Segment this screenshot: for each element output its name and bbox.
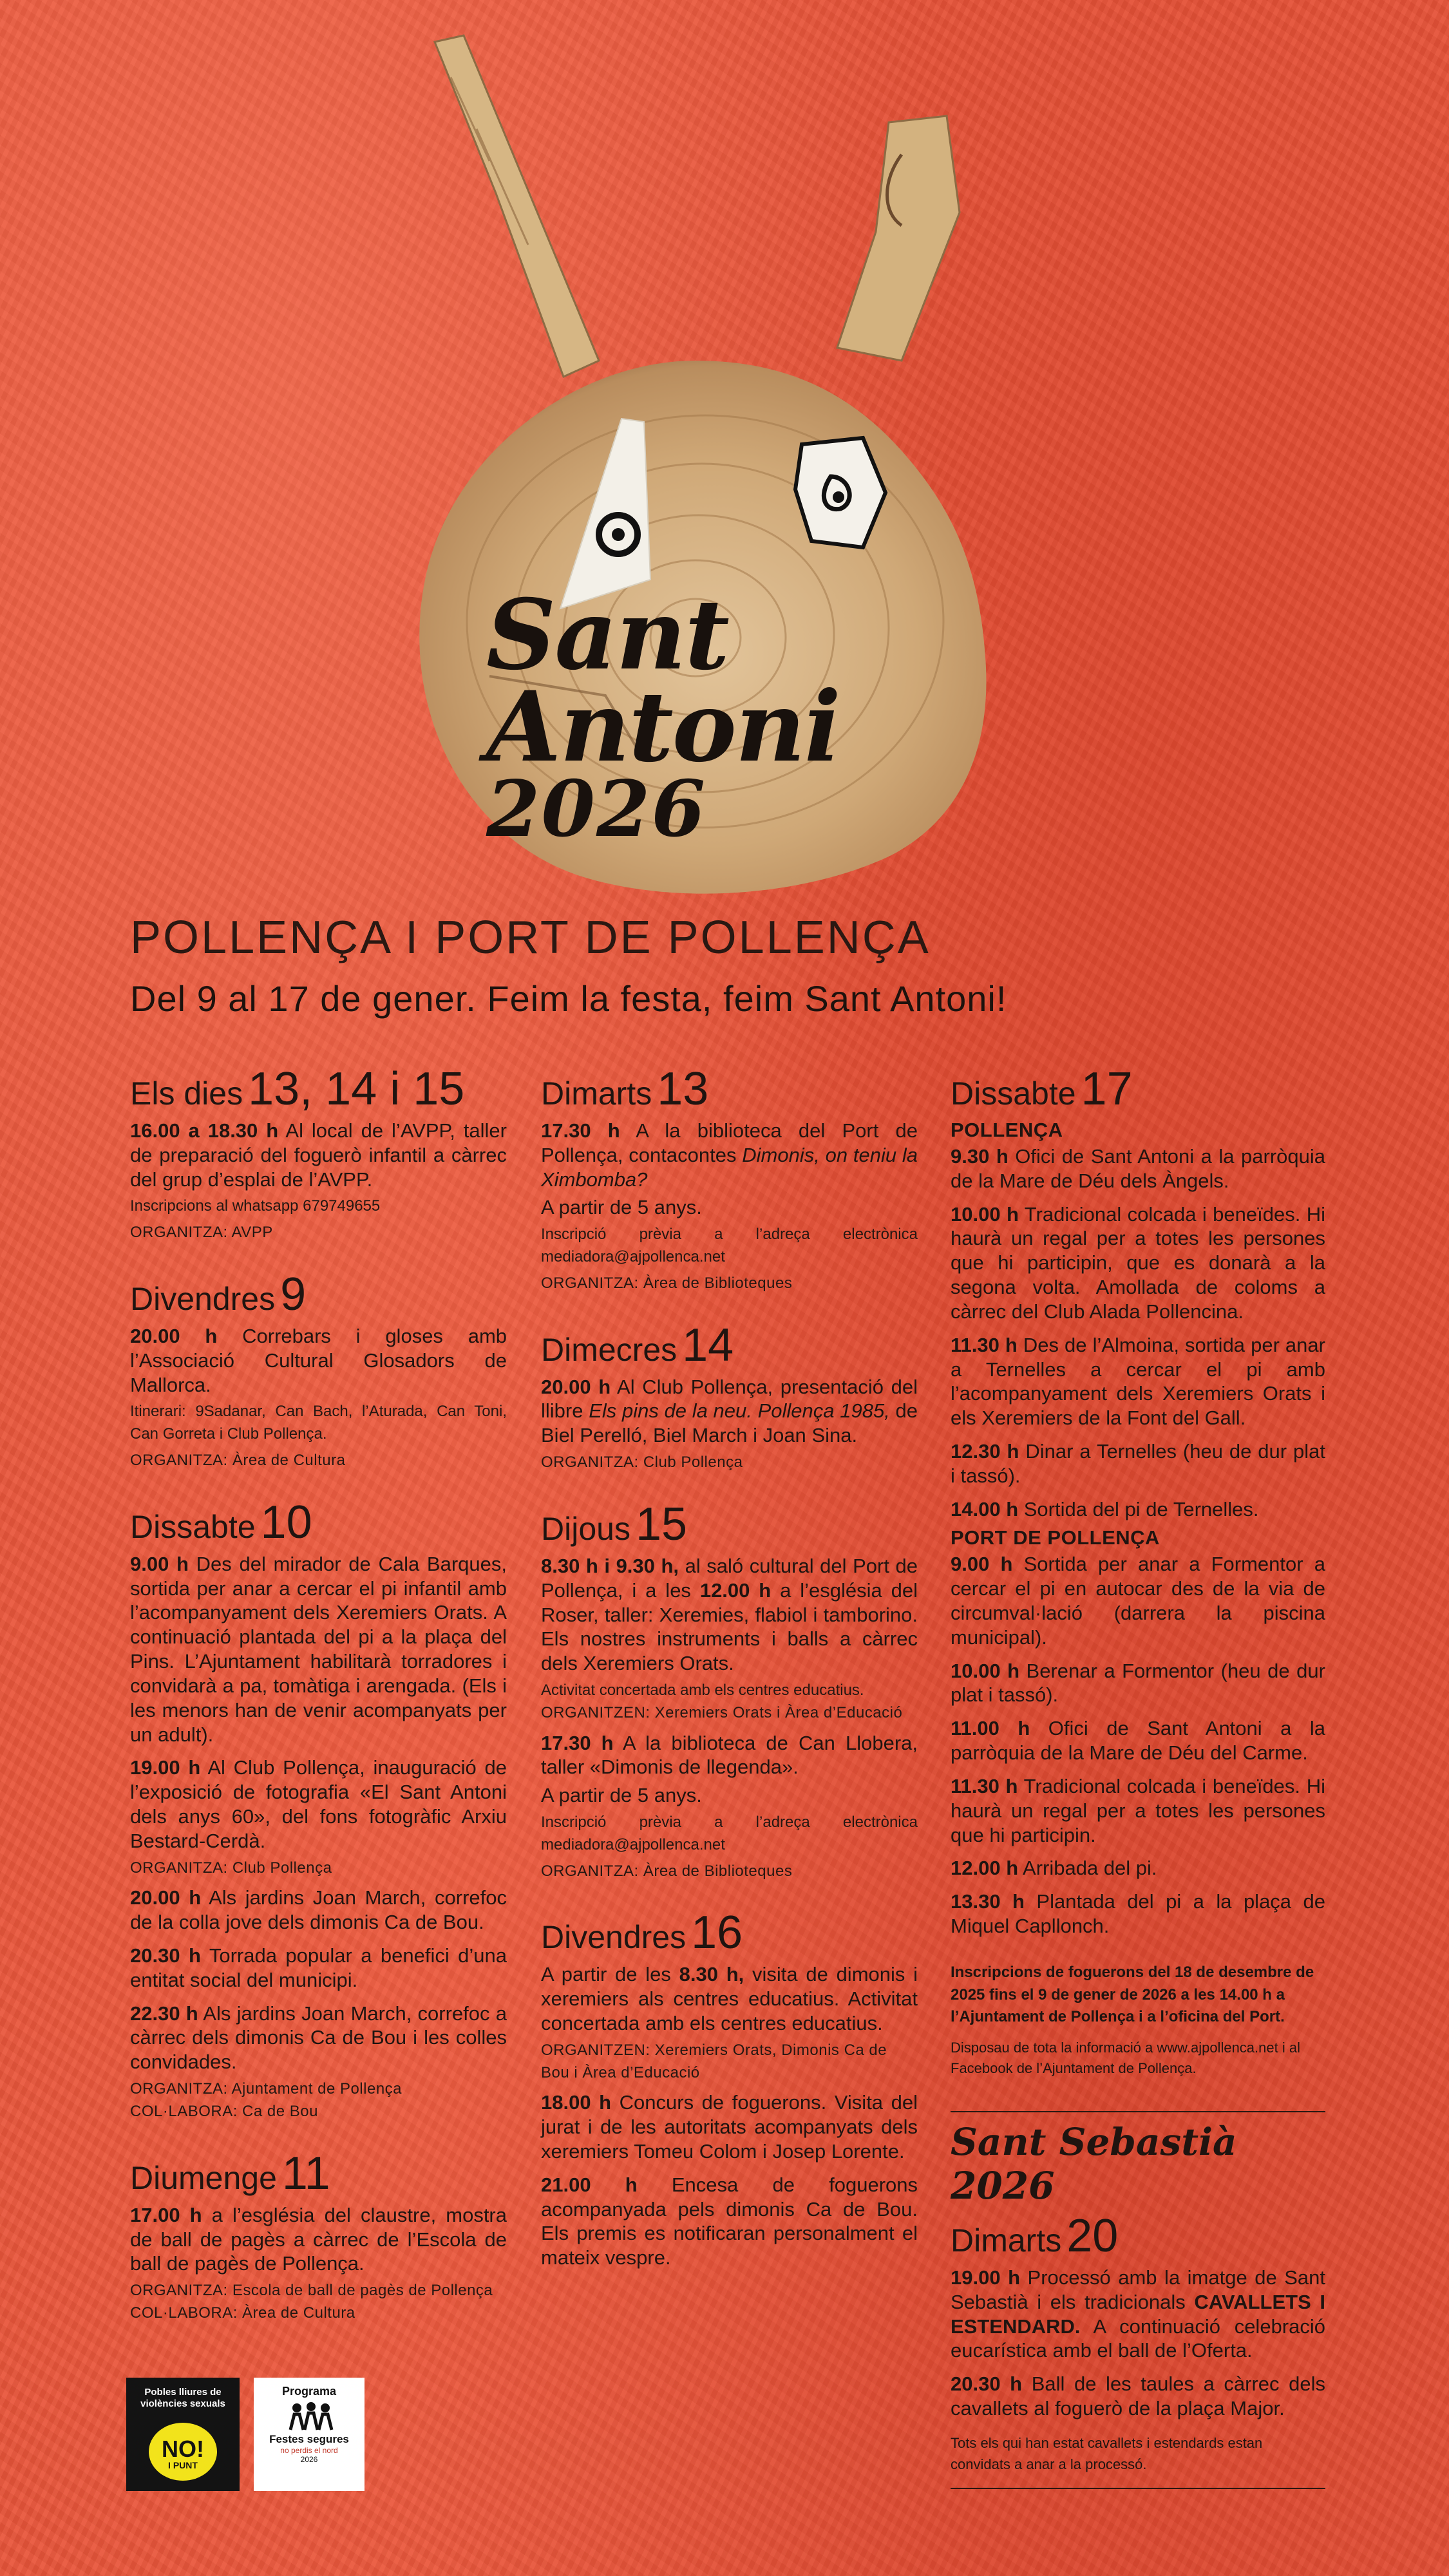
- event-time: 9.00 h: [130, 1552, 189, 1575]
- day-name: Dissabte: [130, 1508, 256, 1545]
- divider: [951, 2488, 1325, 2489]
- event-text: Tradicional colcada i beneïdes. Hi haurà un regal per a totes les persones que hi participin, que es donarà a la segona volta. Amollada de coloms a càrrec del Club Alada Pollencina.: [951, 1202, 1326, 1323]
- day-number: 16: [691, 1907, 743, 1959]
- registration-info: Inscripcions de foguerons del 18 de desembre de 2025 fins el 9 de gener de 2026 a les 14.00 h a l’Ajuntament de Pollença i a l’oficina del Port.: [951, 1963, 1314, 2026]
- event-entry: [130, 1944, 507, 1993]
- organizer: ORGANITZA: Club Pollença: [541, 1454, 743, 1472]
- place-heading: POLLENÇA: [951, 1119, 1063, 1141]
- day-number: 13, 14 i 15: [248, 1063, 465, 1115]
- event-age: A partir de 5 anys.: [541, 1196, 702, 1219]
- event-highlight: CAVALLETS I ESTENDARD.: [951, 2290, 1325, 2338]
- event-text: Encesa de foguerons acompanyada pels dimonis Ca de Bou. Els premis es notificaran personalment el mateix vespre.: [541, 2173, 918, 2269]
- event-note: Inscripció prèvia a l’adreça electrònica mediadora@ajpollenca.net: [541, 1226, 918, 1266]
- event-text: A continuació celebració eucarística amb el ball de l’Oferta.: [951, 2315, 1325, 2362]
- event-time: 20.30 h: [951, 2372, 1023, 2396]
- event-time: 20.00 h: [130, 1886, 202, 1909]
- event-entry: [541, 1375, 918, 1448]
- event-text: Arribada del pi.: [1018, 1857, 1157, 1880]
- people-icon: [285, 2401, 337, 2431]
- divider: [951, 2111, 1325, 2112]
- organizer: ORGANITZA: Club Pollença: [130, 1859, 332, 1877]
- event-text: Sortida per anar a Formentor a cercar el pi en autocar des de la via de circumval·lació (darrera la piscina municipal).: [951, 1553, 1325, 1649]
- event-text: Sortida del pi de Ternelles.: [1018, 1497, 1259, 1520]
- day-name: Dijous: [541, 1510, 630, 1547]
- schedule-column-2: [541, 1063, 918, 2297]
- badge-subtext: I PUNT: [168, 2460, 198, 2470]
- day-section: [541, 1063, 918, 1295]
- event-time: 21.00 h: [541, 2173, 638, 2196]
- event-text: Al local de l’AVPP, taller de preparació del foguerò infantil a càrrec del grup d’esplai de l’AVPP.: [130, 1119, 507, 1191]
- day-heading: [541, 1319, 918, 1371]
- day-heading: [130, 2147, 507, 2199]
- event-entry: [951, 1144, 1325, 1193]
- no-i-punt-logo: [126, 2378, 240, 2491]
- event-entry: [951, 1659, 1325, 1708]
- tagline: Del 9 al 17 de gener. Feim la festa, feim Sant Antoni!: [130, 978, 1007, 1019]
- event-time: 12.00 h: [951, 1857, 1019, 1880]
- event-time: 19.00 h: [951, 2266, 1021, 2289]
- event-entry: [951, 2372, 1325, 2421]
- place-heading: PORT DE POLLENÇA: [951, 1526, 1160, 1549]
- event-entry: [130, 2002, 507, 2074]
- organizer: ORGANITZA: Ajuntament de Pollença: [130, 2080, 402, 2098]
- event-text: Ofici de Sant Antoni a la parròquia de la Mare de Déu dels Àngels.: [951, 1145, 1325, 1192]
- event-text: al saló cultural del Port de Pollença, i a les: [541, 1554, 918, 1602]
- event-time: 17.00 h: [130, 2203, 202, 2226]
- event-time: 18.00 h: [541, 2091, 612, 2114]
- event-time: 13.30 h: [951, 1890, 1025, 1913]
- event-entry: [541, 1554, 918, 1676]
- event-time: 17.30 h: [541, 1731, 614, 1754]
- event-note: Activitat concertada amb els centres educatius.: [541, 1681, 864, 1699]
- no-badge-icon: [149, 2423, 217, 2481]
- event-text: a l’església del Roser, taller: Xeremies, flabiol i tamborino. Els nostres instruments i balls a càrrec dels Xeremiers Orats.: [541, 1578, 918, 1675]
- event-text: Correbars i gloses amb l’Associació Cultural Glosadors de Mallorca.: [130, 1325, 507, 1396]
- event-time: 8.30 h i 9.30 h,: [541, 1554, 679, 1577]
- day-name: Dissabte: [951, 1075, 1076, 1112]
- event-entry: [541, 1731, 918, 1780]
- event-text: Ofici de Sant Antoni a la parròquia de la Mare de Déu del Carme.: [951, 1717, 1325, 1765]
- organizer: ORGANITZA: Àrea de Biblioteques: [541, 1862, 793, 1880]
- event-entry: [951, 1774, 1325, 1847]
- event-text: A la biblioteca del Port de Pollença, contacontes: [541, 1119, 918, 1166]
- event-entry: [130, 1886, 507, 1935]
- event-age: A partir de 5 anys.: [541, 1784, 702, 1807]
- day-name: Divendres: [130, 1281, 276, 1318]
- closing-note: Tots els qui han estat cavallets i estendards estan convidats a anar a la processó.: [951, 2434, 1263, 2472]
- event-time: 11.00 h: [951, 1717, 1030, 1740]
- event-note: Itinerari: 9Sadanar, Can Bach, l’Aturada, Can Toni, Can Gorreta i Club Pollença.: [130, 1403, 507, 1443]
- website-info: Disposau de tota la informació a www.ajpollenca.net i al Facebook de l’Ajuntament de Pollença.: [951, 2040, 1300, 2077]
- organizer: ORGANITZA: Àrea de Cultura: [130, 1452, 346, 1470]
- event-text: de Biel Perelló, Biel March i Joan Sina.: [541, 1399, 918, 1447]
- event-entry: [951, 1497, 1325, 1522]
- event-entry: [130, 1552, 507, 1747]
- event-time: 20.00 h: [130, 1325, 218, 1348]
- schedule-column-3: [951, 1063, 1326, 2489]
- event-text: a l’església del claustre, mostra de ball de pagès a càrrec de l’Escola de ball de pagès de Pollença.: [130, 2203, 507, 2275]
- day-section: [541, 1498, 918, 1882]
- event-text: Processó amb la imatge de Sant Sebastià i els tradicionals: [951, 2266, 1325, 2313]
- organizer: ORGANITZA: Àrea de Biblioteques: [541, 1274, 793, 1292]
- event-entry: [951, 2266, 1325, 2363]
- event-text: Concurs de foguerons. Visita del jurat i de les autoritats acompanyats dels xeremiers Tomeu Colom i Josep Lorente.: [541, 2091, 918, 2163]
- event-entry: [951, 1856, 1325, 1880]
- day-name: Dimecres: [541, 1331, 677, 1368]
- event-time: 11.30 h: [951, 1333, 1018, 1356]
- town-heading: POLLENÇA I PORT DE POLLENÇA: [130, 912, 931, 963]
- day-heading: [541, 1498, 918, 1550]
- collaborator: COL·LABORA: Àrea de Cultura: [130, 2304, 355, 2322]
- day-number: 10: [260, 1496, 312, 1548]
- day-number: 20: [1066, 2210, 1119, 2262]
- day-section: [130, 1063, 507, 1244]
- book-title: Els pins de la neu. Pollença 1985,: [589, 1399, 890, 1423]
- day-heading: [541, 1063, 918, 1115]
- day-section: [130, 1496, 507, 2123]
- event-note: Inscripció prèvia a l’adreça electrònica mediadora@ajpollenca.net: [541, 1813, 918, 1853]
- day-heading: [951, 2210, 1325, 2262]
- event-time: 11.30 h: [951, 1774, 1018, 1797]
- festes-segures-logo: [254, 2378, 365, 2491]
- logo-sub: no perdis el nord: [280, 2446, 338, 2455]
- event-entry: [130, 2203, 507, 2276]
- event-entry: [951, 1202, 1325, 1324]
- event-text: Torrada popular a benefici d’una entitat social del municipi.: [130, 1944, 507, 1991]
- day-number: 9: [280, 1269, 307, 1321]
- day-section: [130, 2147, 507, 2325]
- day-section: [130, 1271, 507, 1472]
- event-entry: [951, 1552, 1325, 1649]
- day-name: Dimarts: [951, 2222, 1062, 2259]
- title-year: 2026: [486, 764, 706, 855]
- event-text: Berenar a Formentor (heu de dur plat i tassó).: [951, 1659, 1325, 1707]
- day-heading: [541, 1907, 918, 1959]
- day-number: 15: [635, 1498, 688, 1550]
- day-name: Divendres: [541, 1919, 687, 1956]
- logo-main: Festes segures: [269, 2433, 349, 2445]
- logo-title: Programa: [281, 2385, 337, 2398]
- event-entry: [951, 1439, 1325, 1488]
- day-name: Diumenge: [130, 2159, 277, 2196]
- event-entry: [541, 1119, 918, 1191]
- organizer: ORGANITZEN: Xeremiers Orats, Dimonis Ca de Bou i Àrea d’Educació: [541, 2041, 887, 2081]
- event-time: 19.00 h: [130, 1756, 201, 1779]
- event-title: [486, 578, 937, 855]
- event-time: 22.30 h: [130, 2002, 198, 2025]
- event-time: 16.00 a 18.30 h: [130, 1119, 279, 1142]
- cardboard-ear-left: [435, 35, 599, 377]
- day-number: 13: [657, 1063, 709, 1115]
- event-time: 17.30 h: [541, 1119, 620, 1142]
- logo-caption: Pobles lliures de violències sexuals: [140, 2387, 225, 2409]
- event-text: Dinar a Ternelles (heu de dur plat i tassó).: [951, 1439, 1325, 1487]
- event-time: 20.30 h: [130, 1944, 201, 1967]
- event-note: Inscripcions al whatsapp 679749655: [130, 1197, 381, 1215]
- sant-sebastia-title: Sant Sebastià 2026: [951, 2119, 1237, 2208]
- day-number: 11: [281, 2147, 330, 2199]
- title-line1: Sant: [486, 578, 728, 692]
- event-time: 20.00 h: [541, 1375, 611, 1398]
- event-text: A la biblioteca de Can Llobera, taller «Dimonis de llegenda».: [541, 1731, 918, 1779]
- event-entry: [130, 1324, 507, 1397]
- event-entry: [130, 1756, 507, 1853]
- event-time: 12.00 h: [699, 1578, 772, 1602]
- collaborator: COL·LABORA: Ca de Bou: [130, 2102, 318, 2120]
- event-entry: [130, 1119, 507, 1191]
- event-entry: [951, 1333, 1325, 1430]
- event-time: 10.00 h: [951, 1202, 1019, 1226]
- event-text: Tradicional colcada i beneïdes. Hi haurà un regal per a totes les persones que hi participin.: [951, 1774, 1325, 1846]
- cardboard-ear-right: [837, 116, 960, 361]
- event-entry: [541, 2173, 918, 2270]
- day-section: [541, 1909, 918, 2270]
- organizer: ORGANITZA: Escola de ball de pagès de Pollença: [130, 2282, 493, 2300]
- event-text: Plantada del pi a la plaça de Miquel Capllonch.: [951, 1890, 1325, 1937]
- event-text: Ball de les taules a càrrec dels cavallets al foguerò de la plaça Major.: [951, 2372, 1325, 2420]
- title-line2: Antoni: [486, 670, 840, 784]
- event-entry: [951, 1889, 1325, 1938]
- logo-year: 2026: [300, 2455, 318, 2464]
- event-title-italic: Dimonis, on teniu la Ximbomba?: [541, 1143, 918, 1191]
- day-number: 17: [1081, 1063, 1133, 1115]
- event-time: 14.00 h: [951, 1497, 1019, 1520]
- sponsor-logos: [126, 2378, 371, 2494]
- event-text: Des de l’Almoina, sortida per anar a Ternelles a cercar el pi amb l’acompanyament dels Xeremiers Orats i els Xeremiers de la Font del Gall.: [951, 1333, 1325, 1430]
- day-heading: [130, 1269, 507, 1321]
- event-text: Des del mirador de Cala Barques, sortida per anar a cercar el pi infantil amb l’acompanyament dels Xeremiers Orats. A continuació plantada del pi a la plaça del Pins. L’Ajuntament habilitarà torradores i convidarà a pa, tomàtiga i arengada. (Els i les menors han de venir acompanyats per un adult).: [130, 1552, 507, 1746]
- organizer: ORGANITZA: AVPP: [130, 1224, 273, 1242]
- event-text: Al Club Pollença, inauguració de l’exposició de fotografia «El Sant Antoni dels anys 60», del fons fotogràfic Arxiu Bestard-Cerdà.: [130, 1756, 507, 1852]
- event-entry: [541, 1962, 918, 2035]
- event-entry: [541, 2090, 918, 2163]
- event-time: 9.30 h: [951, 1145, 1009, 1168]
- badge-text: NO!: [162, 2436, 204, 2462]
- day-name: Els dies: [130, 1075, 243, 1112]
- day-section: [541, 1319, 918, 1474]
- organizer: ORGANITZEN: Xeremiers Orats i Àrea d’Educació: [541, 1703, 903, 1721]
- event-text: A partir de les: [541, 1963, 679, 1986]
- event-entry: [951, 1716, 1325, 1765]
- event-time: 8.30 h,: [679, 1963, 744, 1986]
- day-heading: [130, 1063, 507, 1115]
- event-text: Al Club Pollença, presentació del llibre: [541, 1375, 918, 1423]
- day-number: 14: [682, 1319, 734, 1371]
- day-name: Dimarts: [541, 1075, 652, 1112]
- event-text: visita de dimonis i xeremiers als centres educatius. Activitat concertada amb els centres educatius.: [541, 1963, 918, 2034]
- day-heading: [130, 1496, 507, 1548]
- event-text: Als jardins Joan March, correfoc a càrrec dels dimonis Ca de Bou i les colles convidades.: [130, 2002, 507, 2074]
- day-heading: [951, 1063, 1325, 1115]
- schedule-column-1: [130, 1063, 507, 2352]
- event-text: Als jardins Joan March, correfoc de la colla jove dels dimonis Ca de Bou.: [130, 1886, 507, 1934]
- event-time: 12.30 h: [951, 1439, 1019, 1463]
- event-time: 9.00 h: [951, 1553, 1013, 1576]
- event-time: 10.00 h: [951, 1659, 1020, 1682]
